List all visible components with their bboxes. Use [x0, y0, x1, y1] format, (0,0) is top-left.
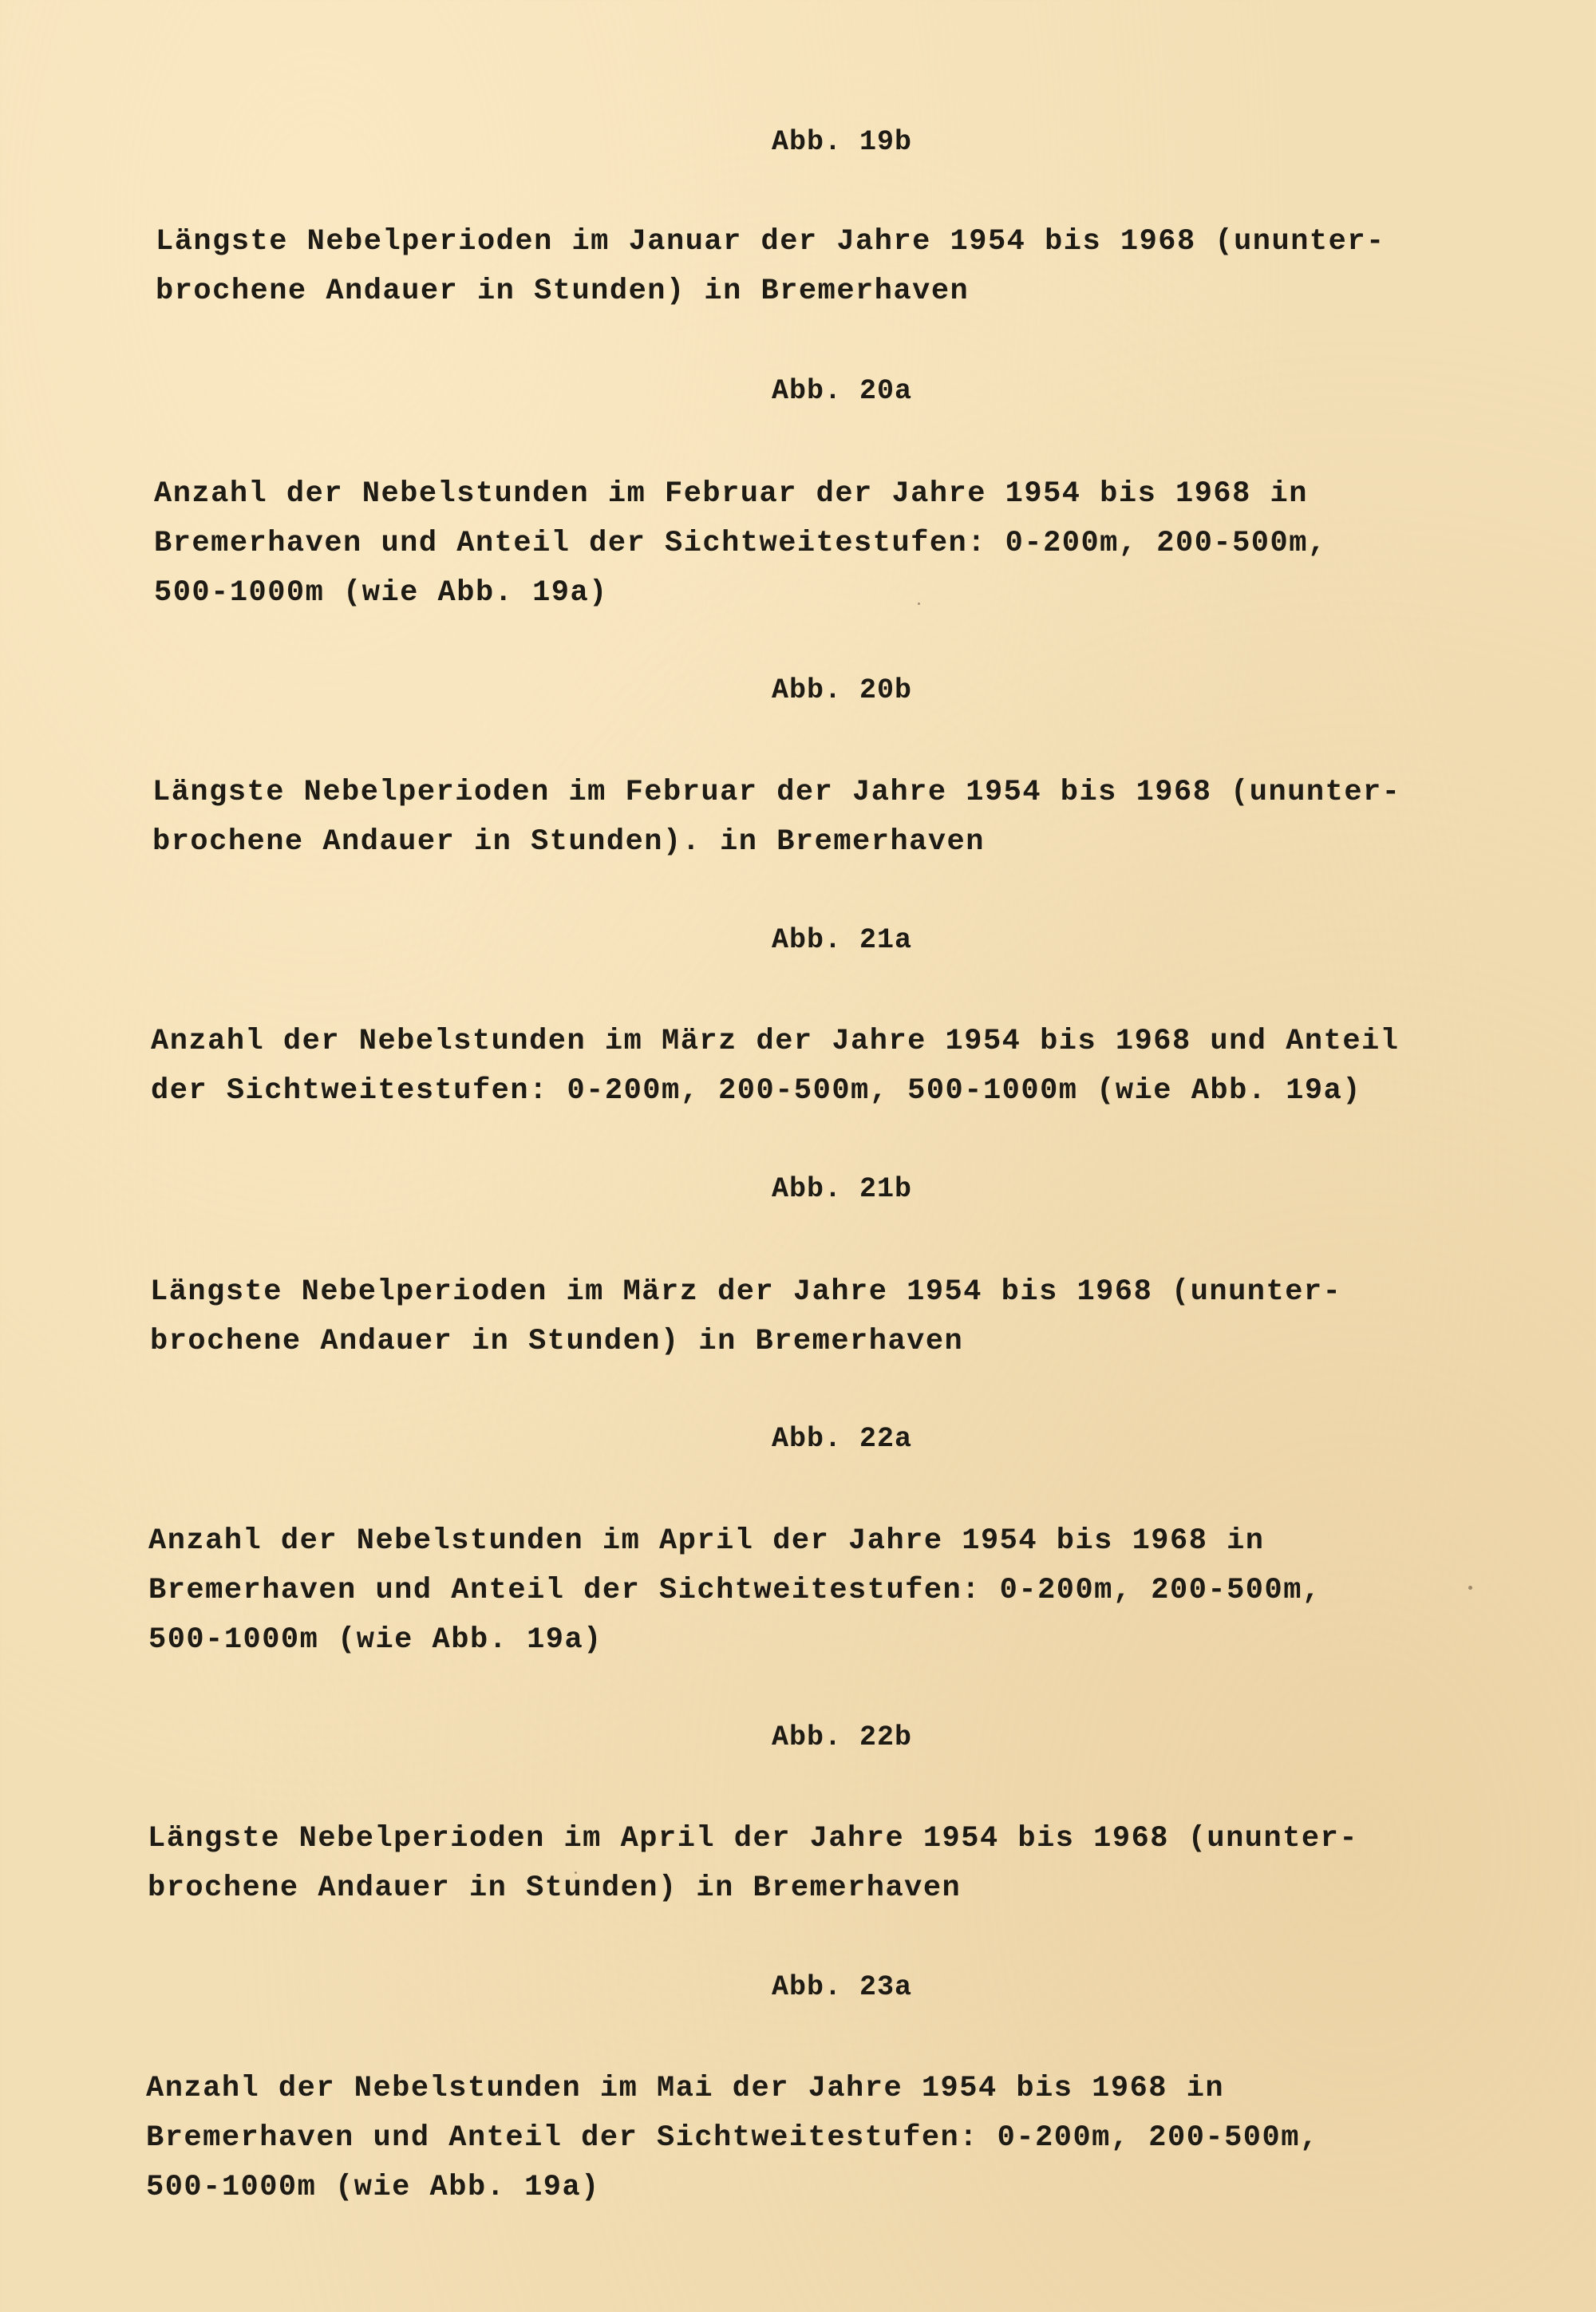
- caption-line: 500-1000m (wie Abb. 19a): [148, 1623, 602, 1657]
- caption-line: Längste Nebelperioden im April der Jahre 1954 bis 1968 (ununter-: [148, 1822, 1359, 1856]
- caption-line: Anzahl der Nebelstunden im Februar der Jahre 1954 bis 1968 in: [154, 477, 1308, 511]
- caption-line: Anzahl der Nebelstunden im April der Jahre 1954 bis 1968 in: [148, 1524, 1265, 1558]
- paper-speck: [1468, 1586, 1472, 1590]
- figure-caption-20b: [152, 768, 1573, 867]
- figure-label-22a: Abb. 22a: [771, 1423, 913, 1455]
- figure-label-21a: Abb. 21a: [771, 924, 913, 956]
- caption-line: brochene Andauer in Stunden) in Bremerhaven: [156, 275, 970, 308]
- caption-line: der Sichtweitestufen: 0-200m, 200-500m, 500-1000m (wie Abb. 19a): [151, 1074, 1362, 1108]
- figure-label-20b: Abb. 20b: [771, 674, 913, 706]
- figure-caption-21b: [150, 1267, 1570, 1366]
- caption-line: Längste Nebelperioden im Februar der Jahre 1954 bis 1968 (ununter-: [152, 776, 1401, 809]
- paper-speck: [918, 603, 920, 605]
- figure-label-21b: Abb. 21b: [771, 1173, 913, 1205]
- figure-label-19b: Abb. 19b: [771, 126, 913, 158]
- figure-label-20a: Abb. 20a: [771, 375, 913, 407]
- caption-line: brochene Andauer in Stunden) in Bremerhaven: [148, 1871, 962, 1905]
- figure-caption-21a: [151, 1017, 1571, 1116]
- caption-line: Bremerhaven und Anteil der Sichtweitestufen: 0-200m, 200-500m,: [154, 527, 1327, 560]
- caption-line: brochene Andauer in Stunden) in Bremerhaven: [150, 1325, 964, 1358]
- caption-line: Anzahl der Nebelstunden im Mai der Jahre 1954 bis 1968 in: [146, 2072, 1225, 2105]
- paper-speck: [575, 1871, 577, 1874]
- figure-caption-22a: [148, 1516, 1569, 1665]
- figure-caption-19b: [156, 217, 1576, 316]
- figure-caption-20a: [154, 469, 1574, 618]
- caption-line: Bremerhaven und Anteil der Sichtweitestufen: 0-200m, 200-500m,: [148, 1574, 1321, 1607]
- caption-line: Bremerhaven und Anteil der Sichtweitestufen: 0-200m, 200-500m,: [146, 2121, 1319, 2155]
- caption-line: Längste Nebelperioden im März der Jahre 1954 bis 1968 (ununter-: [150, 1275, 1342, 1309]
- caption-line: Längste Nebelperioden im Januar der Jahre 1954 bis 1968 (ununter-: [156, 225, 1385, 259]
- figure-label-23a: Abb. 23a: [771, 1971, 913, 2003]
- caption-line: 500-1000m (wie Abb. 19a): [146, 2171, 600, 2204]
- caption-line: brochene Andauer in Stunden). in Bremerhaven: [152, 825, 985, 859]
- figure-caption-22b: [148, 1814, 1568, 1913]
- caption-line: Anzahl der Nebelstunden im März der Jahre 1954 bis 1968 und Anteil: [151, 1025, 1400, 1058]
- caption-line: 500-1000m (wie Abb. 19a): [154, 576, 608, 610]
- figure-label-22b: Abb. 22b: [771, 1721, 913, 1753]
- figure-caption-23a: [146, 2064, 1566, 2212]
